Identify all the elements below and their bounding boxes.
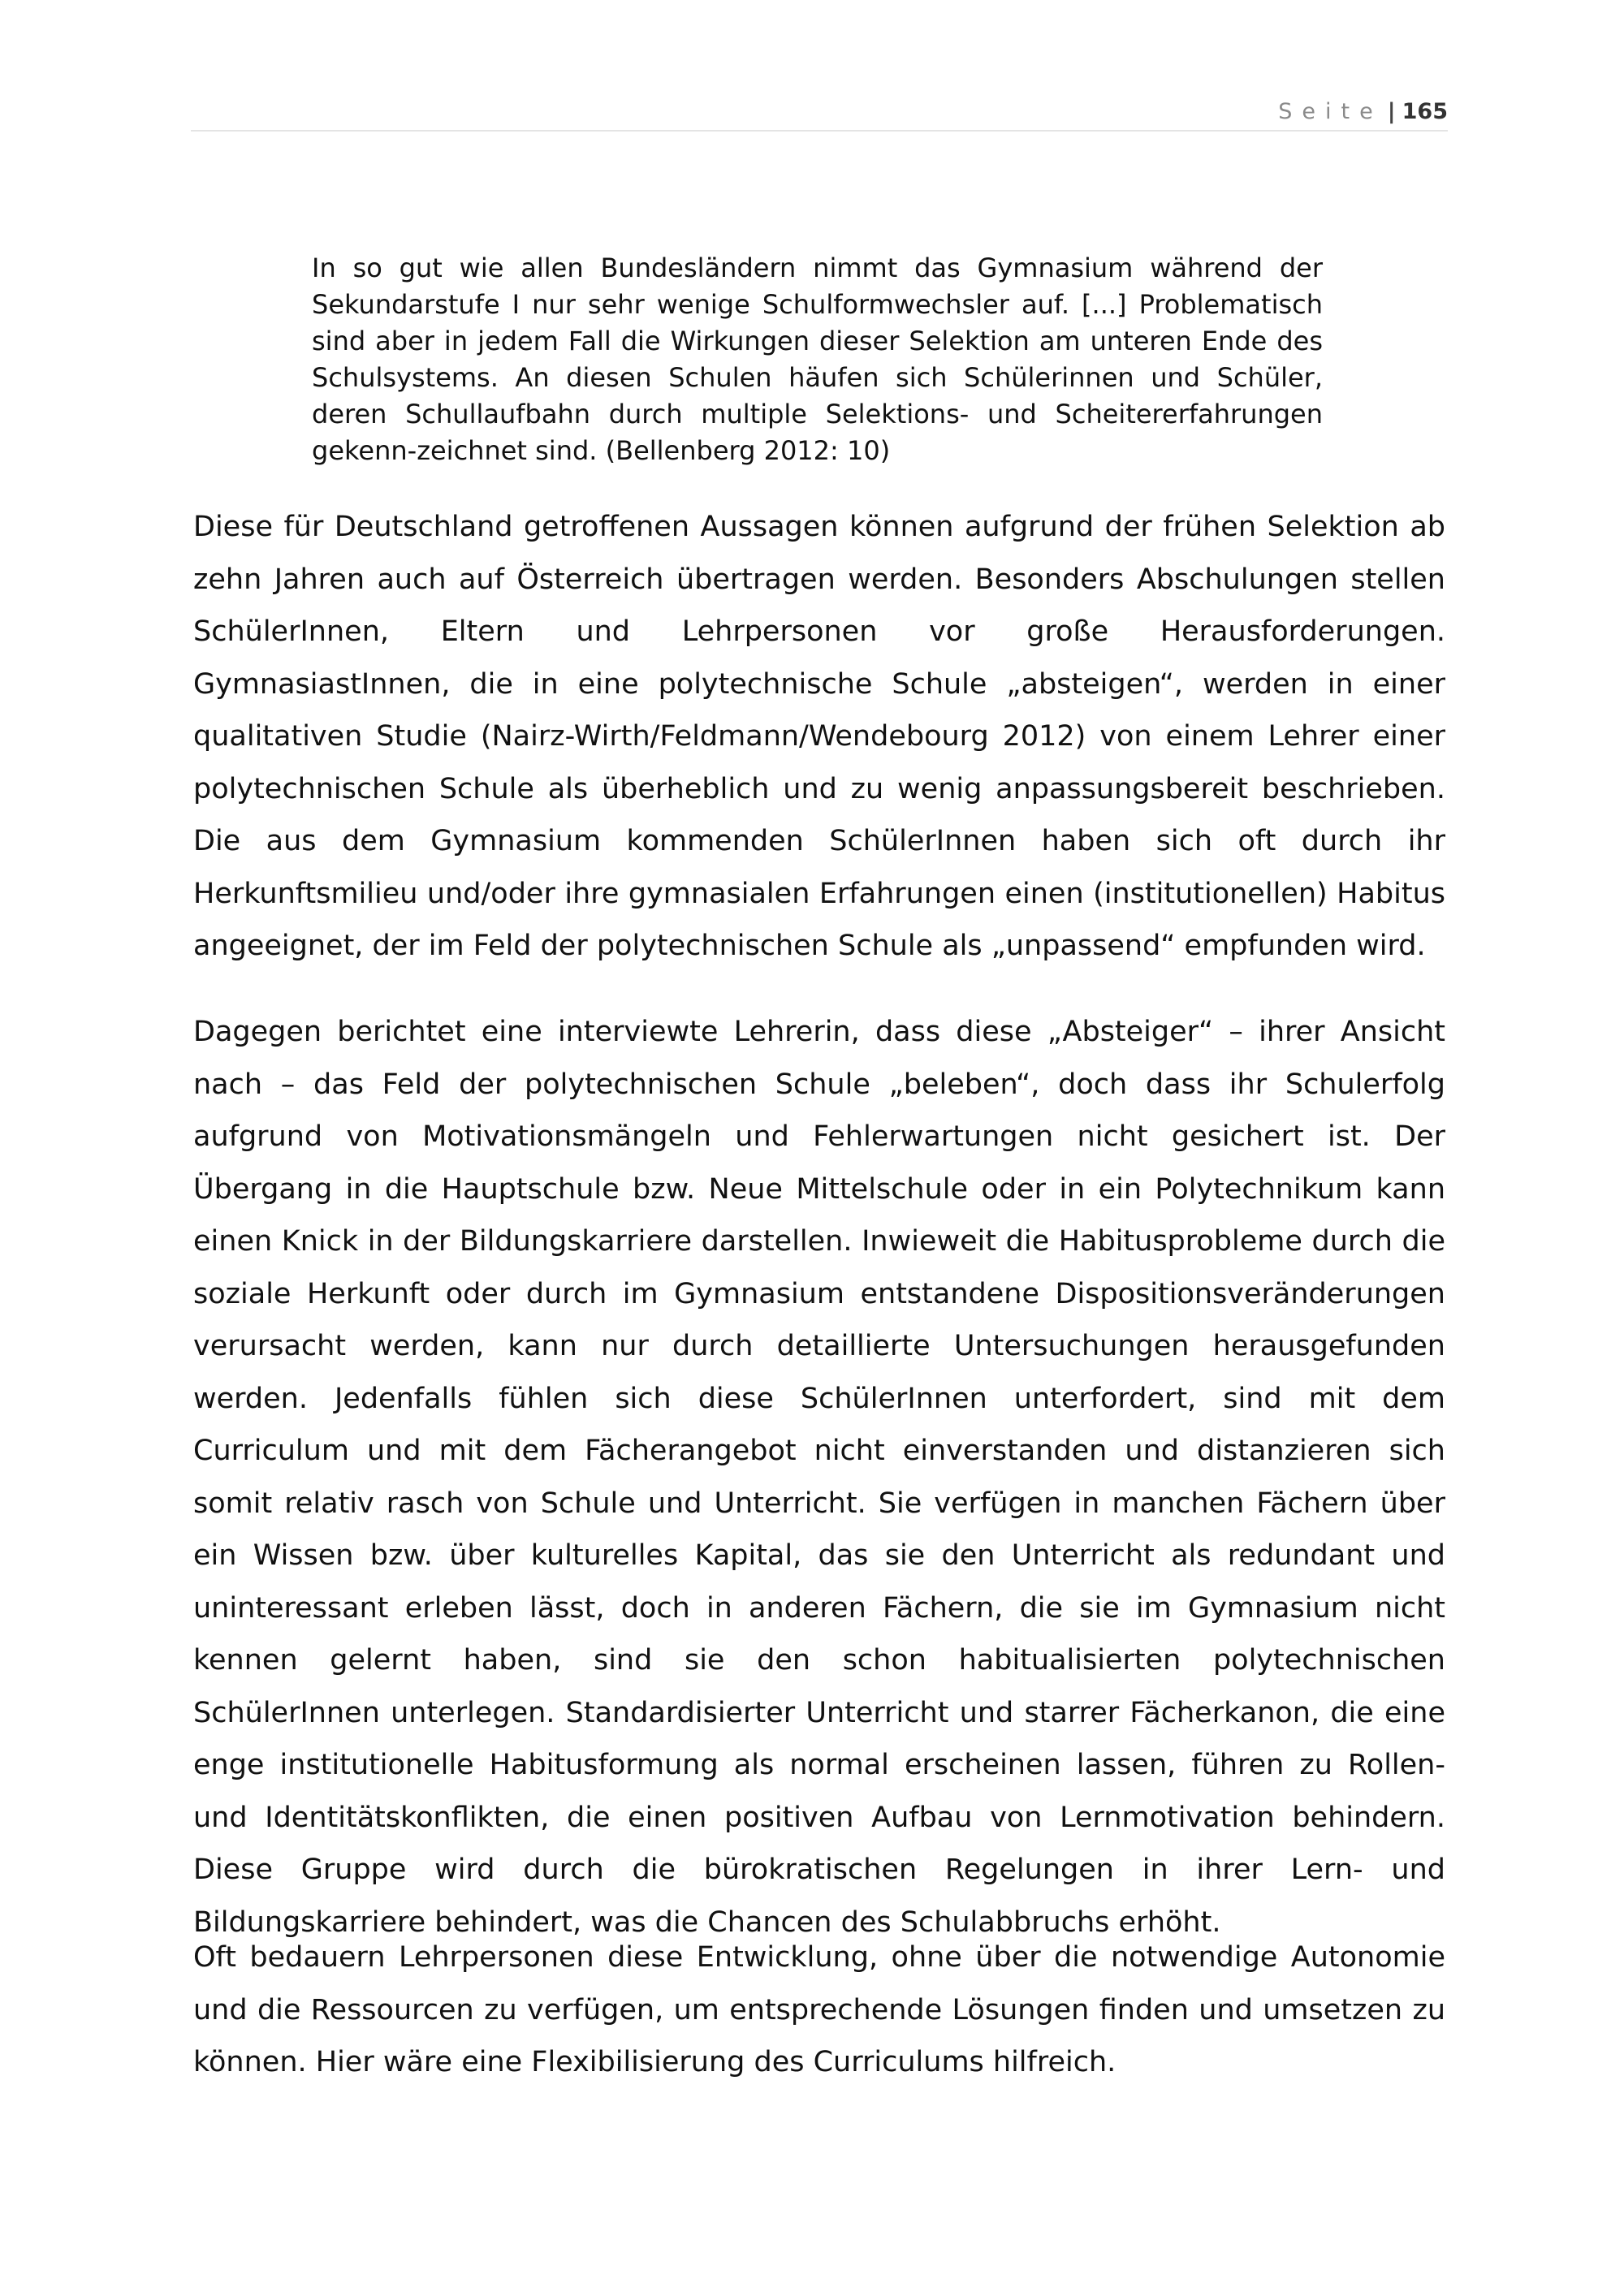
page-number-block	[1278, 96, 1448, 128]
body-paragraph-3: Oft bedauern Lehrpersonen diese Entwicklung, ohne über die notwendige Autonomie und die Ressourcen zu verfügen, um entsprechende Lösungen finden und umsetzen zu können. Hier wäre eine Flexibilisierung des Curriculums hilfreich.	[193, 1941, 1445, 2078]
seite-label: Seite	[1278, 99, 1383, 124]
page-number: 165	[1402, 99, 1448, 124]
block-quote: In so gut wie allen Bundesländern nimmt das Gymnasium während der Sekundarstufe I nur sehr wenige Schulformwechsler auf. [...] Problematisch sind aber in jedem Fall die Wirkungen dieser Selektion am unteren Ende des Schulsystems. An diesen Schulen häufen sich Schülerinnen und Schüler, deren Schullaufbahn durch multiple Selektions- und Scheitererfahrungen gekenn-zeichnet sind. (Bellenberg 2012: 10)	[312, 252, 1323, 466]
body-paragraph-2: Dagegen berichtet eine interviewte Lehrerin, dass diese „Absteiger“ – ihrer Ansicht nach – das Feld der polytechnischen Schule „beleben“, doch dass ihr Schulerfolg aufgrund von Motivationsmängeln und Fehlerwartungen nicht gesichert ist. Der Übergang in die Hauptschule bzw. Neue Mittelschule oder in ein Polytechnikum kann einen Knick in der Bildungskarriere darstellen. Inwieweit die Habitusprobleme durch die soziale Herkunft oder durch im Gymnasium entstandene Dispositionsveränderungen verursacht werden, kann nur durch detaillierte Untersuchungen herausgefunden werden. Jedenfalls fühlen sich diese SchülerInnen unterfordert, sind mit dem Curriculum und mit dem Fächerangebot nicht einverstanden und distanzieren sich somit relativ rasch von Schule und Unterricht. Sie verfügen in manchen Fächern über ein Wissen bzw. über kulturelles Kapital, das sie den Unterricht als redundant und uninteressant erleben lässt, doch in anderen Fächern, die sie im Gymnasium nicht kennen gelernt haben, sind sie den schon habitualisierten polytechnischen SchülerInnen unterlegen. Standardisierter Unterricht und starrer Fächerkanon, die eine enge institutionelle Habitusformung als normal erscheinen lassen, führen zu Rollen- und Identitätskonflikten, die einen positiven Aufbau von Lernmotivation behindern. Diese Gruppe wird durch die bürokratischen Regelungen in ihrer Lern- und Bildungskarriere behindert, was die Chancen des Schulabbruchs erhöht.	[193, 1016, 1445, 1939]
body-paragraph-1: Diese für Deutschland getroffenen Aussagen können aufgrund der frühen Selektion ab zehn Jahren auch auf Österreich übertragen werden. Besonders Abschulungen stellen SchülerInnen, Eltern und Lehrpersonen vor große Herausforderungen. GymnasiastInnen, die in eine polytechnische Schule „absteigen“, werden in einer qualitativen Studie (Nairz-Wirth/Feldmann/Wendebourg 2012) von einem Lehrer einer polytechnischen Schule als überheblich und zu wenig anpassungsbereit beschrieben. Die aus dem Gymnasium kommenden SchülerInnen haben sich oft durch ihr Herkunftsmilieu und/oder ihre gymnasialen Erfahrungen einen (institutionellen) Habitus angeeignet, der im Feld der polytechnischen Schule als „unpassend“ empfunden wird.	[193, 511, 1445, 962]
page-header	[191, 96, 1448, 132]
header-separator: |	[1387, 99, 1396, 124]
